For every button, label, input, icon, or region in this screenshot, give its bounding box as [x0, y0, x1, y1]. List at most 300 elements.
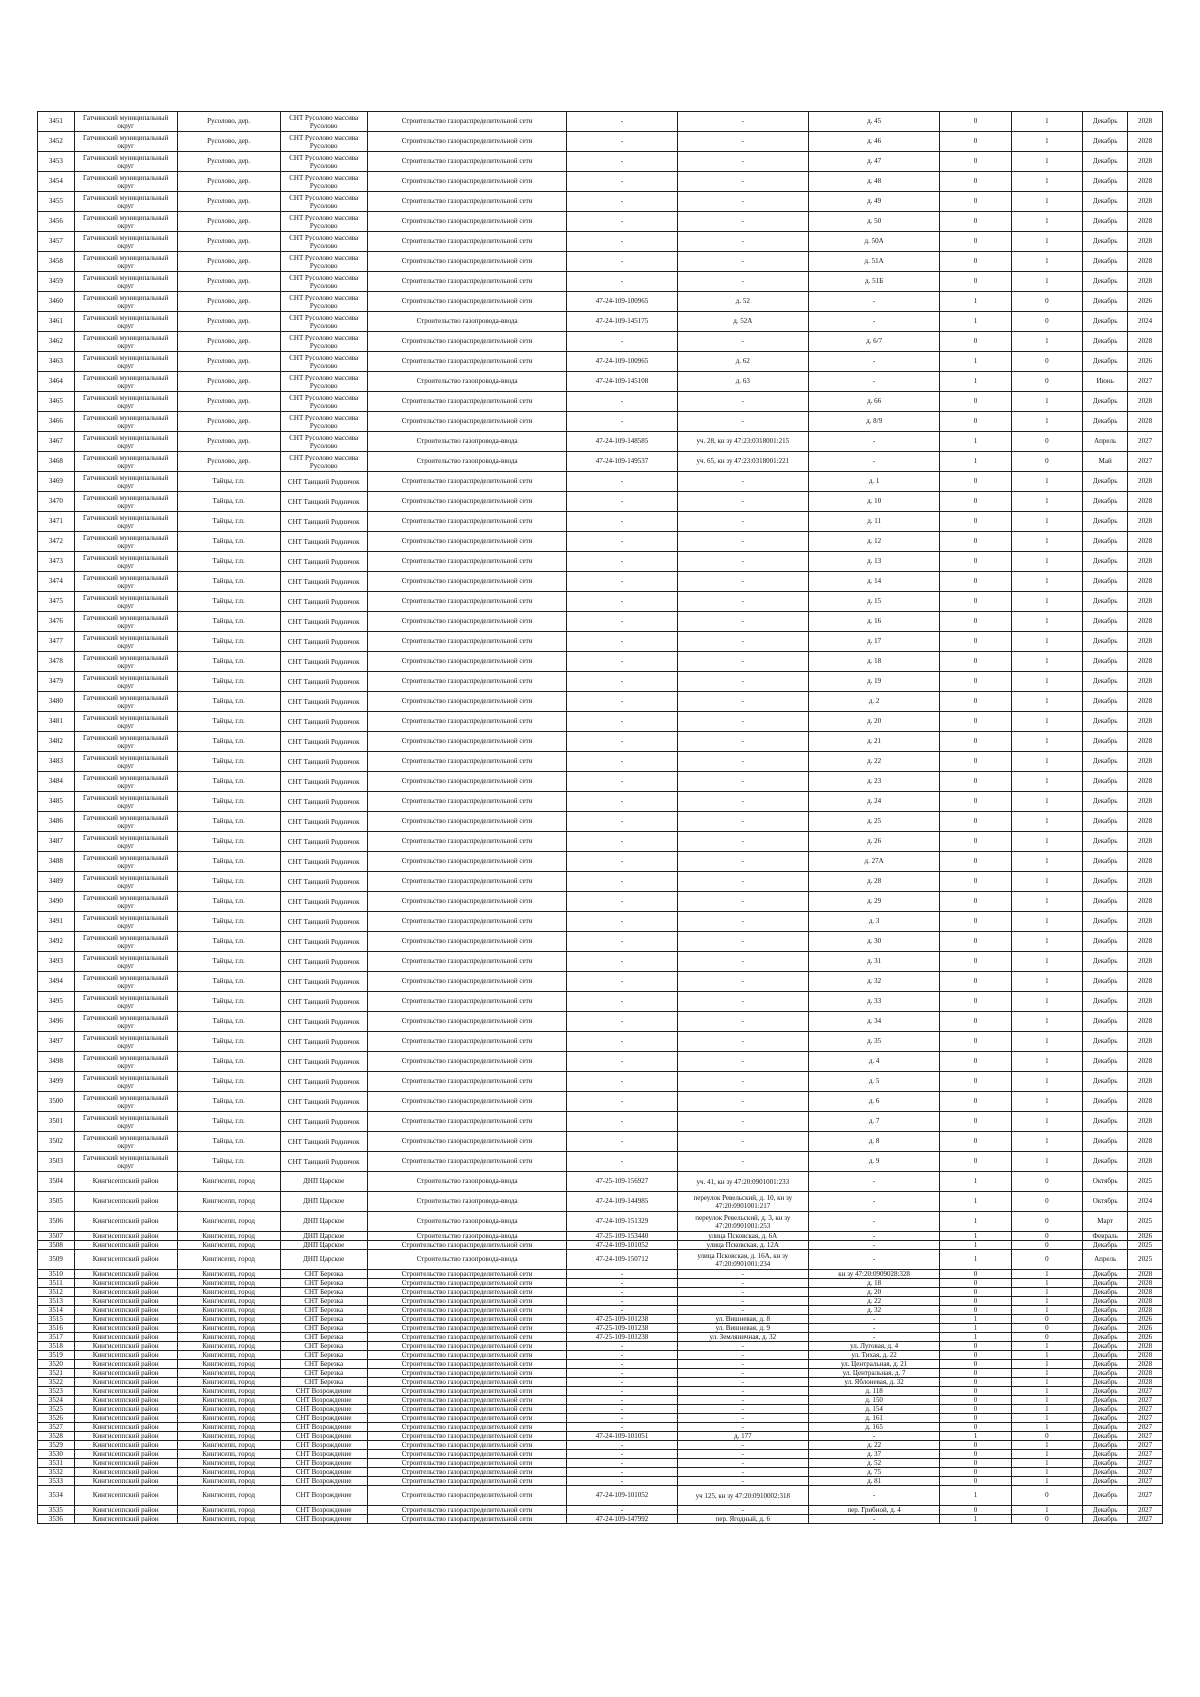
table-row	[38, 1477, 1163, 1486]
indicator-b-cell: 0	[1011, 452, 1082, 472]
table-row	[38, 1351, 1163, 1360]
application-number-cell: -	[567, 932, 677, 952]
district-cell: Гатчинский муниципальный округ	[74, 472, 177, 492]
table-row	[38, 1279, 1163, 1288]
indicator-b-cell: 1	[1011, 1477, 1082, 1486]
work-type-cell: Строительство газораспределительной сети	[367, 1369, 567, 1378]
indicator-a-cell: 1	[940, 352, 1011, 372]
community-cell: СНТ Русолово массива Русолово	[280, 192, 367, 212]
planned-address-cell: -	[808, 1333, 939, 1342]
work-type-cell: Строительство газораспределительной сети	[367, 1342, 567, 1351]
planned-address-cell: д. 118	[808, 1387, 939, 1396]
application-number-cell: -	[567, 212, 677, 232]
district-cell: Гатчинский муниципальный округ	[74, 372, 177, 392]
work-type-cell: Строительство газораспределительной сети	[367, 952, 567, 972]
planned-address-cell: -	[808, 292, 939, 312]
settlement-cell: Кингисепп, город	[177, 1378, 280, 1387]
table-row	[38, 1032, 1163, 1052]
work-type-cell: Строительство газораспределительной сети	[367, 532, 567, 552]
planned-address-cell: ул. Тихая, д. 22	[808, 1351, 939, 1360]
application-number-cell: -	[567, 952, 677, 972]
table-row	[38, 1396, 1163, 1405]
year-cell: 2028	[1128, 212, 1163, 232]
indicator-a-cell: 0	[940, 1468, 1011, 1477]
indicator-b-cell: 1	[1011, 1360, 1082, 1369]
settlement-cell: Тайцы, г.п.	[177, 872, 280, 892]
application-number-cell: -	[567, 852, 677, 872]
application-number-cell: -	[567, 1414, 677, 1423]
settlement-cell: Тайцы, г.п.	[177, 932, 280, 952]
table-row	[38, 452, 1163, 472]
indicator-a-cell: 1	[940, 1192, 1011, 1212]
district-cell: Гатчинский муниципальный округ	[74, 252, 177, 272]
indicator-b-cell: 0	[1011, 1212, 1082, 1232]
table-row	[38, 872, 1163, 892]
table-row	[38, 412, 1163, 432]
work-type-cell: Строительство газораспределительной сети	[367, 1297, 567, 1306]
settlement-cell: Русолово, дер.	[177, 452, 280, 472]
row-number-cell: 3462	[38, 332, 75, 352]
year-cell: 2025	[1128, 1212, 1163, 1232]
row-number-cell: 3451	[38, 112, 75, 132]
row-number-cell: 3470	[38, 492, 75, 512]
month-cell: Декабрь	[1083, 1297, 1128, 1306]
indicator-a-cell: 0	[940, 1414, 1011, 1423]
month-cell: Декабрь	[1083, 1052, 1128, 1072]
month-cell: Декабрь	[1083, 1432, 1128, 1441]
table-row	[38, 812, 1163, 832]
month-cell: Декабрь	[1083, 1315, 1128, 1324]
planned-address-cell: д. 51Б	[808, 272, 939, 292]
community-cell: СНТ Березка	[280, 1369, 367, 1378]
district-cell: Гатчинский муниципальный округ	[74, 852, 177, 872]
community-cell: СНТ Таицкий Родничок	[280, 1152, 367, 1172]
address-cell: -	[677, 132, 808, 152]
district-cell: Гатчинский муниципальный округ	[74, 232, 177, 252]
planned-address-cell: д. 8	[808, 1132, 939, 1152]
application-number-cell: -	[567, 1288, 677, 1297]
settlement-cell: Русолово, дер.	[177, 252, 280, 272]
work-type-cell: Строительство газораспределительной сети	[367, 572, 567, 592]
community-cell: ДНП Царское	[280, 1250, 367, 1270]
table-row	[38, 432, 1163, 452]
application-number-cell: -	[567, 772, 677, 792]
address-cell: -	[677, 692, 808, 712]
year-cell: 2026	[1128, 1315, 1163, 1324]
address-cell: ул. Вишневая, д. 8	[677, 1315, 808, 1324]
row-number-cell: 3512	[38, 1288, 75, 1297]
work-type-cell: Строительство газораспределительной сети	[367, 112, 567, 132]
community-cell: СНТ Таицкий Родничок	[280, 792, 367, 812]
indicator-b-cell: 0	[1011, 1241, 1082, 1250]
indicator-a-cell: 0	[940, 412, 1011, 432]
indicator-b-cell: 1	[1011, 152, 1082, 172]
settlement-cell: Тайцы, г.п.	[177, 692, 280, 712]
month-cell: Май	[1083, 452, 1128, 472]
indicator-b-cell: 1	[1011, 1270, 1082, 1279]
address-cell: -	[677, 952, 808, 972]
planned-address-cell: -	[808, 1324, 939, 1333]
row-number-cell: 3493	[38, 952, 75, 972]
community-cell: СНТ Таицкий Родничок	[280, 632, 367, 652]
indicator-b-cell: 1	[1011, 212, 1082, 232]
indicator-b-cell: 0	[1011, 432, 1082, 452]
indicator-b-cell: 1	[1011, 1396, 1082, 1405]
indicator-b-cell: 1	[1011, 1405, 1082, 1414]
year-cell: 2027	[1128, 1477, 1163, 1486]
planned-address-cell: д. 31	[808, 952, 939, 972]
indicator-a-cell: 0	[940, 1351, 1011, 1360]
indicator-a-cell: 0	[940, 1270, 1011, 1279]
month-cell: Декабрь	[1083, 492, 1128, 512]
indicator-a-cell: 0	[940, 832, 1011, 852]
indicator-a-cell: 1	[940, 1515, 1011, 1524]
application-number-cell: -	[567, 1112, 677, 1132]
year-cell: 2028	[1128, 992, 1163, 1012]
year-cell: 2028	[1128, 1369, 1163, 1378]
planned-address-cell: д. 16	[808, 612, 939, 632]
address-cell: -	[677, 832, 808, 852]
indicator-a-cell: 0	[940, 112, 1011, 132]
work-type-cell: Строительство газораспределительной сети	[367, 332, 567, 352]
indicator-b-cell: 1	[1011, 172, 1082, 192]
table-row	[38, 1515, 1163, 1524]
row-number-cell: 3494	[38, 972, 75, 992]
address-cell: -	[677, 632, 808, 652]
address-cell: -	[677, 672, 808, 692]
row-number-cell: 3522	[38, 1378, 75, 1387]
indicator-a-cell: 0	[940, 1092, 1011, 1112]
settlement-cell: Кингисепп, город	[177, 1387, 280, 1396]
indicator-b-cell: 1	[1011, 532, 1082, 552]
year-cell: 2028	[1128, 932, 1163, 952]
month-cell: Декабрь	[1083, 1306, 1128, 1315]
month-cell: Декабрь	[1083, 1378, 1128, 1387]
community-cell: СНТ Русолово массива Русолово	[280, 352, 367, 372]
work-type-cell: Строительство газораспределительной сети	[367, 212, 567, 232]
work-type-cell: Строительство газораспределительной сети	[367, 652, 567, 672]
row-number-cell: 3479	[38, 672, 75, 692]
table-row	[38, 1324, 1163, 1333]
indicator-a-cell: 1	[940, 372, 1011, 392]
work-type-cell: Строительство газораспределительной сети	[367, 1515, 567, 1524]
address-cell: -	[677, 172, 808, 192]
year-cell: 2024	[1128, 312, 1163, 332]
table-row	[38, 292, 1163, 312]
address-cell: пер. Ягодный, д. 6	[677, 1515, 808, 1524]
month-cell: Апрель	[1083, 1250, 1128, 1270]
address-cell: -	[677, 412, 808, 432]
address-cell: -	[677, 1351, 808, 1360]
indicator-b-cell: 1	[1011, 332, 1082, 352]
settlement-cell: Тайцы, г.п.	[177, 992, 280, 1012]
settlement-cell: Тайцы, г.п.	[177, 1072, 280, 1092]
settlement-cell: Русолово, дер.	[177, 272, 280, 292]
settlement-cell: Русолово, дер.	[177, 232, 280, 252]
settlement-cell: Тайцы, г.п.	[177, 632, 280, 652]
application-number-cell: -	[567, 812, 677, 832]
indicator-a-cell: 0	[940, 652, 1011, 672]
address-cell: -	[677, 772, 808, 792]
indicator-b-cell: 1	[1011, 252, 1082, 272]
work-type-cell: Строительство газораспределительной сети	[367, 1306, 567, 1315]
settlement-cell: Тайцы, г.п.	[177, 1092, 280, 1112]
work-type-cell: Строительство газопровода-ввода	[367, 452, 567, 472]
address-cell: д. 62	[677, 352, 808, 372]
indicator-a-cell: 1	[940, 312, 1011, 332]
settlement-cell: Кингисепп, город	[177, 1486, 280, 1506]
indicator-b-cell: 0	[1011, 1515, 1082, 1524]
year-cell: 2027	[1128, 1459, 1163, 1468]
address-cell: -	[677, 712, 808, 732]
settlement-cell: Тайцы, г.п.	[177, 1112, 280, 1132]
work-type-cell: Строительство газораспределительной сети	[367, 132, 567, 152]
work-type-cell: Строительство газораспределительной сети	[367, 852, 567, 872]
row-number-cell: 3480	[38, 692, 75, 712]
planned-address-cell: д. 6/7	[808, 332, 939, 352]
district-cell: Кингисеппский район	[74, 1212, 177, 1232]
table-row	[38, 512, 1163, 532]
planned-address-cell: д. 17	[808, 632, 939, 652]
table-row	[38, 672, 1163, 692]
application-number-cell: 47-24-109-150712	[567, 1250, 677, 1270]
settlement-cell: Тайцы, г.п.	[177, 852, 280, 872]
planned-address-cell: д. 15	[808, 592, 939, 612]
table-row	[38, 1468, 1163, 1477]
indicator-a-cell: 0	[940, 572, 1011, 592]
application-number-cell: -	[567, 1351, 677, 1360]
work-type-cell: Строительство газораспределительной сети	[367, 1032, 567, 1052]
year-cell: 2028	[1128, 1072, 1163, 1092]
address-cell: -	[677, 1369, 808, 1378]
community-cell: СНТ Русолово массива Русолово	[280, 272, 367, 292]
district-cell: Кингисеппский район	[74, 1441, 177, 1450]
settlement-cell: Кингисепп, город	[177, 1315, 280, 1324]
community-cell: СНТ Русолово массива Русолово	[280, 172, 367, 192]
district-cell: Кингисеппский район	[74, 1450, 177, 1459]
row-number-cell: 3517	[38, 1333, 75, 1342]
application-number-cell: -	[567, 692, 677, 712]
year-cell: 2028	[1128, 732, 1163, 752]
table-row	[38, 1132, 1163, 1152]
year-cell: 2028	[1128, 772, 1163, 792]
month-cell: Декабрь	[1083, 1477, 1128, 1486]
year-cell: 2028	[1128, 752, 1163, 772]
indicator-a-cell: 0	[940, 852, 1011, 872]
month-cell: Февраль	[1083, 1232, 1128, 1241]
year-cell: 2027	[1128, 1506, 1163, 1515]
table-row	[38, 112, 1163, 132]
indicator-a-cell: 0	[940, 1378, 1011, 1387]
planned-address-cell: -	[808, 1250, 939, 1270]
month-cell: Март	[1083, 1212, 1128, 1232]
district-cell: Гатчинский муниципальный округ	[74, 432, 177, 452]
application-number-cell: -	[567, 1477, 677, 1486]
year-cell: 2028	[1128, 472, 1163, 492]
planned-address-cell: д. 45	[808, 112, 939, 132]
planned-address-cell: д. 47	[808, 152, 939, 172]
address-cell: -	[677, 272, 808, 292]
address-cell: -	[677, 1112, 808, 1132]
district-cell: Кингисеппский район	[74, 1270, 177, 1279]
planned-address-cell: д. 19	[808, 672, 939, 692]
application-number-cell: -	[567, 1342, 677, 1351]
district-cell: Гатчинский муниципальный округ	[74, 1012, 177, 1032]
planned-address-cell: -	[808, 1515, 939, 1524]
community-cell: СНТ Русолово массива Русолово	[280, 112, 367, 132]
indicator-a-cell: 0	[940, 952, 1011, 972]
community-cell: СНТ Русолово массива Русолово	[280, 332, 367, 352]
community-cell: ДНП Царское	[280, 1192, 367, 1212]
planned-address-cell: д. 28	[808, 872, 939, 892]
planned-address-cell: ул. Центральная, д. 21	[808, 1360, 939, 1369]
application-number-cell: 47-25-109-156927	[567, 1172, 677, 1192]
indicator-a-cell: 1	[940, 1172, 1011, 1192]
indicator-b-cell: 1	[1011, 672, 1082, 692]
row-number-cell: 3490	[38, 892, 75, 912]
settlement-cell: Тайцы, г.п.	[177, 752, 280, 772]
indicator-a-cell: 0	[940, 1279, 1011, 1288]
application-number-cell: -	[567, 232, 677, 252]
year-cell: 2028	[1128, 652, 1163, 672]
table-row	[38, 1297, 1163, 1306]
year-cell: 2026	[1128, 1333, 1163, 1342]
month-cell: Декабрь	[1083, 152, 1128, 172]
indicator-a-cell: 0	[940, 912, 1011, 932]
district-cell: Гатчинский муниципальный округ	[74, 832, 177, 852]
work-type-cell: Строительство газораспределительной сети	[367, 1333, 567, 1342]
settlement-cell: Кингисепп, город	[177, 1333, 280, 1342]
district-cell: Кингисеппский район	[74, 1369, 177, 1378]
work-type-cell: Строительство газораспределительной сети	[367, 592, 567, 612]
indicator-b-cell: 1	[1011, 912, 1082, 932]
district-cell: Кингисеппский район	[74, 1333, 177, 1342]
address-cell: -	[677, 932, 808, 952]
application-number-cell: -	[567, 1297, 677, 1306]
application-number-cell: -	[567, 1012, 677, 1032]
district-cell: Кингисеппский район	[74, 1324, 177, 1333]
application-number-cell: -	[567, 1405, 677, 1414]
address-cell: -	[677, 492, 808, 512]
month-cell: Октябрь	[1083, 1192, 1128, 1212]
indicator-b-cell: 0	[1011, 1250, 1082, 1270]
row-number-cell: 3510	[38, 1270, 75, 1279]
application-number-cell: -	[567, 172, 677, 192]
indicator-b-cell: 1	[1011, 472, 1082, 492]
year-cell: 2028	[1128, 632, 1163, 652]
month-cell: Декабрь	[1083, 1423, 1128, 1432]
row-number-cell: 3524	[38, 1396, 75, 1405]
application-number-cell: -	[567, 752, 677, 772]
row-number-cell: 3463	[38, 352, 75, 372]
table-row	[38, 1052, 1163, 1072]
month-cell: Декабрь	[1083, 352, 1128, 372]
community-cell: СНТ Таицкий Родничок	[280, 692, 367, 712]
month-cell: Декабрь	[1083, 1324, 1128, 1333]
table-row	[38, 1387, 1163, 1396]
settlement-cell: Тайцы, г.п.	[177, 512, 280, 532]
application-number-cell: 47-24-109-145108	[567, 372, 677, 392]
settlement-cell: Тайцы, г.п.	[177, 612, 280, 632]
indicator-b-cell: 0	[1011, 1486, 1082, 1506]
community-cell: СНТ Таицкий Родничок	[280, 1112, 367, 1132]
work-type-cell: Строительство газопровода-ввода	[367, 1212, 567, 1232]
month-cell: Декабрь	[1083, 252, 1128, 272]
indicator-a-cell: 0	[940, 252, 1011, 272]
year-cell: 2028	[1128, 552, 1163, 572]
row-number-cell: 3465	[38, 392, 75, 412]
district-cell: Гатчинский муниципальный округ	[74, 1092, 177, 1112]
year-cell: 2028	[1128, 1297, 1163, 1306]
planned-address-cell: кн зу 47:20:0909028:328	[808, 1270, 939, 1279]
application-number-cell: 47-25-109-101238	[567, 1315, 677, 1324]
row-number-cell: 3532	[38, 1468, 75, 1477]
settlement-cell: Кингисепп, город	[177, 1360, 280, 1369]
indicator-b-cell: 1	[1011, 1468, 1082, 1477]
district-cell: Гатчинский муниципальный округ	[74, 172, 177, 192]
row-number-cell: 3458	[38, 252, 75, 272]
district-cell: Кингисеппский район	[74, 1232, 177, 1241]
work-type-cell: Строительство газораспределительной сети	[367, 492, 567, 512]
district-cell: Гатчинский муниципальный округ	[74, 872, 177, 892]
month-cell: Декабрь	[1083, 732, 1128, 752]
indicator-b-cell: 1	[1011, 632, 1082, 652]
indicator-b-cell: 1	[1011, 792, 1082, 812]
community-cell: СНТ Возрождение	[280, 1414, 367, 1423]
indicator-b-cell: 1	[1011, 592, 1082, 612]
settlement-cell: Тайцы, г.п.	[177, 792, 280, 812]
work-type-cell: Строительство газораспределительной сети	[367, 692, 567, 712]
table-row	[38, 1152, 1163, 1172]
application-number-cell: 47-24-109-100965	[567, 292, 677, 312]
address-cell: -	[677, 1378, 808, 1387]
indicator-b-cell: 1	[1011, 892, 1082, 912]
table-row	[38, 1432, 1163, 1441]
community-cell: СНТ Таицкий Родничок	[280, 612, 367, 632]
indicator-b-cell: 0	[1011, 1172, 1082, 1192]
row-number-cell: 3536	[38, 1515, 75, 1524]
address-cell: -	[677, 1072, 808, 1092]
table-row	[38, 1414, 1163, 1423]
year-cell: 2027	[1128, 432, 1163, 452]
row-number-cell: 3520	[38, 1360, 75, 1369]
month-cell: Июнь	[1083, 372, 1128, 392]
work-type-cell: Строительство газораспределительной сети	[367, 1092, 567, 1112]
indicator-b-cell: 1	[1011, 1032, 1082, 1052]
work-type-cell: Строительство газораспределительной сети	[367, 1315, 567, 1324]
district-cell: Кингисеппский район	[74, 1306, 177, 1315]
work-type-cell: Строительство газораспределительной сети	[367, 1423, 567, 1432]
indicator-a-cell: 0	[940, 1032, 1011, 1052]
table-row	[38, 712, 1163, 732]
indicator-a-cell: 0	[940, 1441, 1011, 1450]
month-cell: Декабрь	[1083, 792, 1128, 812]
address-cell: -	[677, 1405, 808, 1414]
application-number-cell: -	[567, 1378, 677, 1387]
district-cell: Гатчинский муниципальный округ	[74, 912, 177, 932]
application-number-cell: -	[567, 832, 677, 852]
settlement-cell: Русолово, дер.	[177, 112, 280, 132]
table-row	[38, 932, 1163, 952]
month-cell: Декабрь	[1083, 772, 1128, 792]
month-cell: Декабрь	[1083, 1132, 1128, 1152]
year-cell: 2028	[1128, 1112, 1163, 1132]
application-number-cell: -	[567, 532, 677, 552]
application-number-cell: 47-24-109-151329	[567, 1212, 677, 1232]
indicator-b-cell: 0	[1011, 352, 1082, 372]
row-number-cell: 3488	[38, 852, 75, 872]
address-cell: -	[677, 1032, 808, 1052]
